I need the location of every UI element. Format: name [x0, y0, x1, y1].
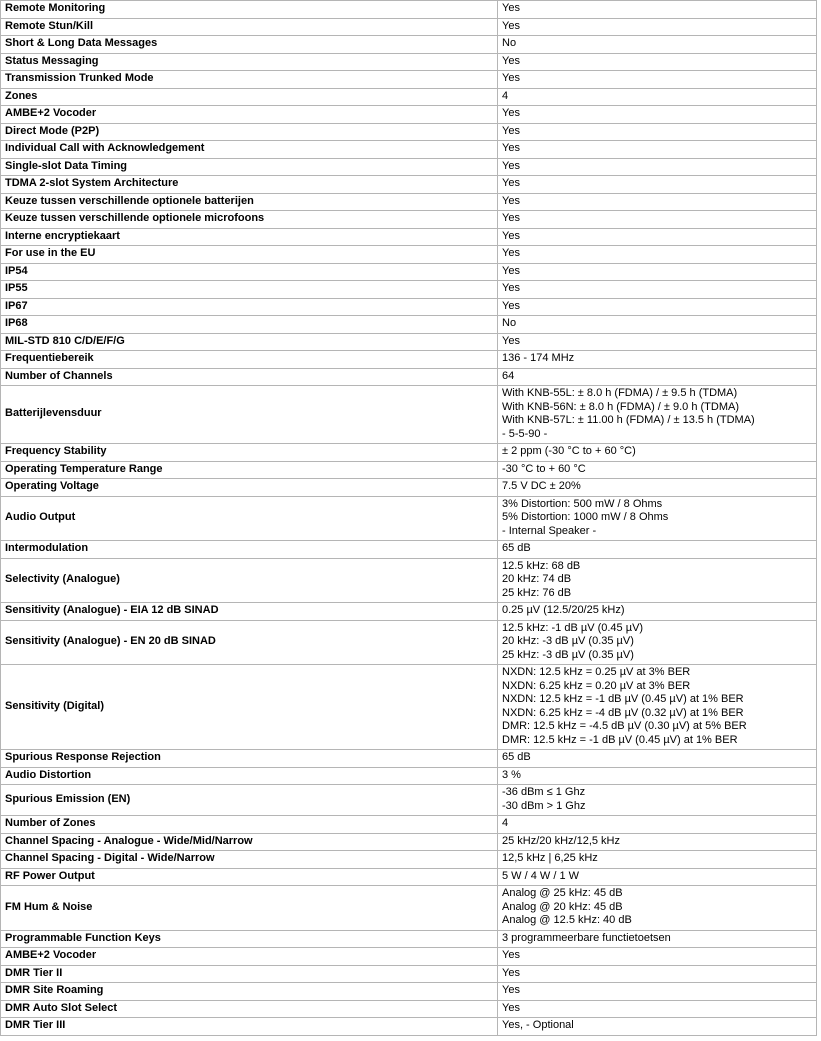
spec-row	[1, 333, 817, 351]
spec-label: Number of Channels	[1, 368, 498, 386]
spec-value-line: Yes	[502, 177, 520, 189]
spec-value	[498, 53, 817, 71]
spec-row	[1, 158, 817, 176]
spec-value-line: 136 - 174 MHz	[502, 352, 575, 364]
spec-value-line: Yes	[502, 334, 520, 347]
spec-value-line: Yes, - Optional	[502, 1019, 574, 1031]
spec-value	[498, 983, 817, 1001]
spec-label: Programmable Function Keys	[1, 930, 498, 948]
spec-value-line: Yes	[502, 54, 520, 67]
spec-label: DMR Auto Slot Select	[1, 1000, 498, 1018]
spec-label: Interne encryptiekaart	[1, 228, 498, 246]
spec-row	[1, 833, 817, 851]
spec-value-line: Yes	[502, 264, 520, 277]
spec-label: MIL-STD 810 C/D/E/F/G	[1, 333, 498, 351]
spec-row	[1, 444, 817, 462]
spec-value-line: Yes	[502, 72, 520, 84]
spec-row	[1, 816, 817, 834]
spec-value-line: Analog @ 12.5 kHz: 40 dB	[502, 914, 632, 926]
spec-value	[498, 851, 817, 869]
spec-value	[498, 228, 817, 246]
spec-value-line: 5% Distortion: 1000 mW / 8 Ohms	[502, 511, 669, 523]
spec-row	[1, 368, 817, 386]
spec-value-line: DMR: 12.5 kHz = -4.5 dB µV (0.30 µV) at 5% BER	[502, 720, 747, 732]
spec-value	[498, 176, 817, 194]
spec-row	[1, 767, 817, 785]
spec-value	[498, 886, 817, 931]
spec-row	[1, 141, 817, 159]
spec-value-line: Yes	[502, 142, 520, 154]
spec-label: RF Power Output	[1, 868, 498, 886]
spec-value-line: 20 kHz: 74 dB	[502, 573, 572, 585]
spec-value	[498, 88, 817, 106]
spec-row	[1, 106, 817, 124]
spec-value-line: Yes	[502, 949, 520, 961]
spec-value	[498, 36, 817, 54]
spec-row	[1, 541, 817, 559]
spec-value	[498, 281, 817, 299]
spec-row	[1, 1, 817, 19]
spec-label: Keuze tussen verschillende optionele microfoons	[1, 211, 498, 229]
spec-value-line: 65 dB	[502, 751, 531, 763]
spec-value-line: 25 kHz: -3 dB µV (0.35 µV)	[502, 648, 634, 661]
spec-row	[1, 620, 817, 665]
spec-label: Frequentiebereik	[1, 351, 498, 369]
spec-value-line: DMR: 12.5 kHz = -1 dB µV (0.45 µV) at 1% BER	[502, 733, 738, 746]
spec-value	[498, 767, 817, 785]
spec-row	[1, 1018, 817, 1036]
spec-value-line: NXDN: 12.5 kHz = 0.25 µV at 3% BER	[502, 666, 691, 678]
spec-label: TDMA 2-slot System Architecture	[1, 176, 498, 194]
spec-value-line: No	[502, 37, 517, 49]
spec-label: Transmission Trunked Mode	[1, 71, 498, 89]
spec-value	[498, 1, 817, 19]
spec-row	[1, 316, 817, 334]
spec-value-line: With KNB-55L: ± 8.0 h (FDMA) / ± 9.5 h (TDMA)	[502, 387, 738, 399]
spec-value-line: Yes	[502, 124, 520, 137]
spec-row	[1, 53, 817, 71]
spec-value-line: Yes	[502, 19, 520, 32]
spec-value	[498, 461, 817, 479]
spec-value-line: 12.5 kHz: -1 dB µV (0.45 µV)	[502, 621, 644, 634]
spec-value-line: Yes	[502, 247, 520, 259]
spec-label: Number of Zones	[1, 816, 498, 834]
spec-value	[498, 141, 817, 159]
spec-value-line: Yes	[502, 1001, 520, 1014]
spec-row	[1, 193, 817, 211]
spec-value-line: Yes	[502, 159, 520, 172]
spec-row	[1, 176, 817, 194]
spec-label: Frequency Stability	[1, 444, 498, 462]
spec-row	[1, 785, 817, 816]
spec-value	[498, 620, 817, 665]
spec-value	[498, 816, 817, 834]
spec-value-line: -30 dBm > 1 Ghz	[502, 799, 586, 812]
spec-value-line: 4	[502, 89, 509, 102]
spec-row	[1, 263, 817, 281]
spec-value-line: 7.5 V DC ± 20%	[502, 480, 581, 492]
spec-row	[1, 88, 817, 106]
spec-value-line: 12.5 kHz: 68 dB	[502, 559, 581, 572]
spec-value-line: 5 W / 4 W / 1 W	[502, 869, 580, 882]
spec-value	[498, 948, 817, 966]
spec-label: Sensitivity (Digital)	[1, 665, 498, 750]
spec-value-line: 3 %	[502, 768, 521, 781]
spec-row	[1, 246, 817, 264]
spec-label: Spurious Response Rejection	[1, 750, 498, 768]
spec-value-line: Yes	[502, 229, 520, 242]
spec-value	[498, 71, 817, 89]
spec-value-line: 65 dB	[502, 542, 531, 554]
spec-value	[498, 785, 817, 816]
spec-label: Channel Spacing - Digital - Wide/Narrow	[1, 851, 498, 869]
spec-value-line: - 5-5-90 -	[502, 427, 548, 440]
spec-value-line: 3 programmeerbare functietoetsen	[502, 931, 671, 944]
spec-value	[498, 106, 817, 124]
spec-value-line: Yes	[502, 299, 520, 312]
spec-label: Operating Voltage	[1, 479, 498, 497]
spec-row	[1, 1000, 817, 1018]
spec-value-line: 4	[502, 817, 509, 829]
spec-row	[1, 18, 817, 36]
spec-value	[498, 665, 817, 750]
spec-value	[498, 18, 817, 36]
spec-label: Intermodulation	[1, 541, 498, 559]
spec-row	[1, 228, 817, 246]
spec-label: AMBE+2 Vocoder	[1, 106, 498, 124]
spec-label: IP68	[1, 316, 498, 334]
spec-row	[1, 351, 817, 369]
spec-label: IP55	[1, 281, 498, 299]
spec-value	[498, 246, 817, 264]
spec-value-line: Yes	[502, 212, 520, 224]
spec-label: DMR Tier II	[1, 965, 498, 983]
spec-row	[1, 386, 817, 444]
spec-value	[498, 444, 817, 462]
spec-value	[498, 211, 817, 229]
spec-value-line: - Internal Speaker -	[502, 524, 597, 537]
spec-value	[498, 316, 817, 334]
spec-value	[498, 965, 817, 983]
spec-value-line: ± 2 ppm (-30 °C to + 60 °C)	[502, 445, 636, 457]
spec-value-line: 0.25 µV (12.5/20/25 kHz)	[502, 604, 625, 616]
spec-value-line: Analog @ 20 kHz: 45 dB	[502, 900, 623, 913]
spec-value-line: No	[502, 317, 517, 329]
spec-row	[1, 281, 817, 299]
spec-value	[498, 386, 817, 444]
spec-label: Remote Stun/Kill	[1, 18, 498, 36]
spec-row	[1, 851, 817, 869]
spec-value-line: Analog @ 25 kHz: 45 dB	[502, 887, 623, 899]
spec-row	[1, 965, 817, 983]
spec-label: Sensitivity (Analogue) - EN 20 dB SINAD	[1, 620, 498, 665]
spec-value	[498, 123, 817, 141]
spec-value-line: Yes	[502, 107, 520, 119]
spec-value	[498, 368, 817, 386]
spec-row	[1, 461, 817, 479]
spec-label: IP54	[1, 263, 498, 281]
spec-value-line: 20 kHz: -3 dB µV (0.35 µV)	[502, 635, 634, 647]
spec-value	[498, 158, 817, 176]
spec-label: Status Messaging	[1, 53, 498, 71]
spec-value-line: -36 dBm ≤ 1 Ghz	[502, 786, 586, 798]
spec-value	[498, 479, 817, 497]
spec-value	[498, 541, 817, 559]
spec-value-line: 25 kHz: 76 dB	[502, 586, 572, 599]
spec-value-line: Yes	[502, 282, 520, 294]
spec-value	[498, 351, 817, 369]
spec-value-line: NXDN: 6.25 kHz = 0.20 µV at 3% BER	[502, 679, 691, 692]
spec-row	[1, 983, 817, 1001]
spec-value-line: 64	[502, 369, 515, 382]
spec-value-line: 25 kHz/20 kHz/12,5 kHz	[502, 834, 620, 847]
spec-value-line: NXDN: 12.5 kHz = -1 dB µV (0.45 µV) at 1% BER	[502, 693, 744, 705]
spec-value	[498, 1000, 817, 1018]
spec-label: Operating Temperature Range	[1, 461, 498, 479]
spec-value-line: With KNB-57L: ± 11.00 h (FDMA) / ± 13.5 h (TDMA)	[502, 414, 755, 426]
spec-value	[498, 193, 817, 211]
spec-value-line: Yes	[502, 984, 520, 996]
specifications-table-body	[1, 1, 817, 1036]
spec-row	[1, 750, 817, 768]
spec-label: Audio Output	[1, 496, 498, 541]
spec-row	[1, 71, 817, 89]
spec-value-line: NXDN: 6.25 kHz = -4 dB µV (0.32 µV) at 1% BER	[502, 706, 744, 719]
spec-label: Batterijlevensduur	[1, 386, 498, 444]
spec-row	[1, 886, 817, 931]
spec-label: DMR Tier III	[1, 1018, 498, 1036]
spec-label: Audio Distortion	[1, 767, 498, 785]
spec-label: For use in the EU	[1, 246, 498, 264]
spec-row	[1, 603, 817, 621]
spec-row	[1, 496, 817, 541]
spec-label: AMBE+2 Vocoder	[1, 948, 498, 966]
spec-label: Channel Spacing - Analogue - Wide/Mid/Narrow	[1, 833, 498, 851]
spec-label: Keuze tussen verschillende optionele batterijen	[1, 193, 498, 211]
spec-row	[1, 665, 817, 750]
spec-label: Remote Monitoring	[1, 1, 498, 19]
spec-row	[1, 298, 817, 316]
spec-label: Single-slot Data Timing	[1, 158, 498, 176]
spec-value-line: Yes	[502, 194, 520, 207]
spec-label: Individual Call with Acknowledgement	[1, 141, 498, 159]
spec-value	[498, 333, 817, 351]
spec-value-line: With KNB-56N: ± 8.0 h (FDMA) / ± 9.0 h (TDMA)	[502, 400, 740, 413]
spec-value	[498, 1018, 817, 1036]
spec-value-line: -30 °C to + 60 °C	[502, 462, 586, 475]
spec-value-line: 3% Distortion: 500 mW / 8 Ohms	[502, 497, 663, 510]
spec-value	[498, 833, 817, 851]
spec-label: IP67	[1, 298, 498, 316]
spec-row	[1, 123, 817, 141]
spec-row	[1, 948, 817, 966]
spec-value-line: 12,5 kHz | 6,25 kHz	[502, 852, 598, 864]
spec-row	[1, 868, 817, 886]
spec-row	[1, 930, 817, 948]
spec-value-line: Yes	[502, 966, 520, 979]
spec-label: Sensitivity (Analogue) - EIA 12 dB SINAD	[1, 603, 498, 621]
spec-row	[1, 211, 817, 229]
spec-row	[1, 36, 817, 54]
spec-label: Direct Mode (P2P)	[1, 123, 498, 141]
spec-value	[498, 868, 817, 886]
spec-label: Selectivity (Analogue)	[1, 558, 498, 603]
spec-row	[1, 479, 817, 497]
spec-value	[498, 750, 817, 768]
spec-value	[498, 603, 817, 621]
spec-value	[498, 298, 817, 316]
spec-value	[498, 930, 817, 948]
spec-value	[498, 496, 817, 541]
spec-label: Short & Long Data Messages	[1, 36, 498, 54]
spec-label: FM Hum & Noise	[1, 886, 498, 931]
spec-row	[1, 558, 817, 603]
spec-value	[498, 558, 817, 603]
spec-label: Zones	[1, 88, 498, 106]
spec-label: Spurious Emission (EN)	[1, 785, 498, 816]
spec-label: DMR Site Roaming	[1, 983, 498, 1001]
spec-value	[498, 263, 817, 281]
spec-value-line: Yes	[502, 2, 520, 14]
